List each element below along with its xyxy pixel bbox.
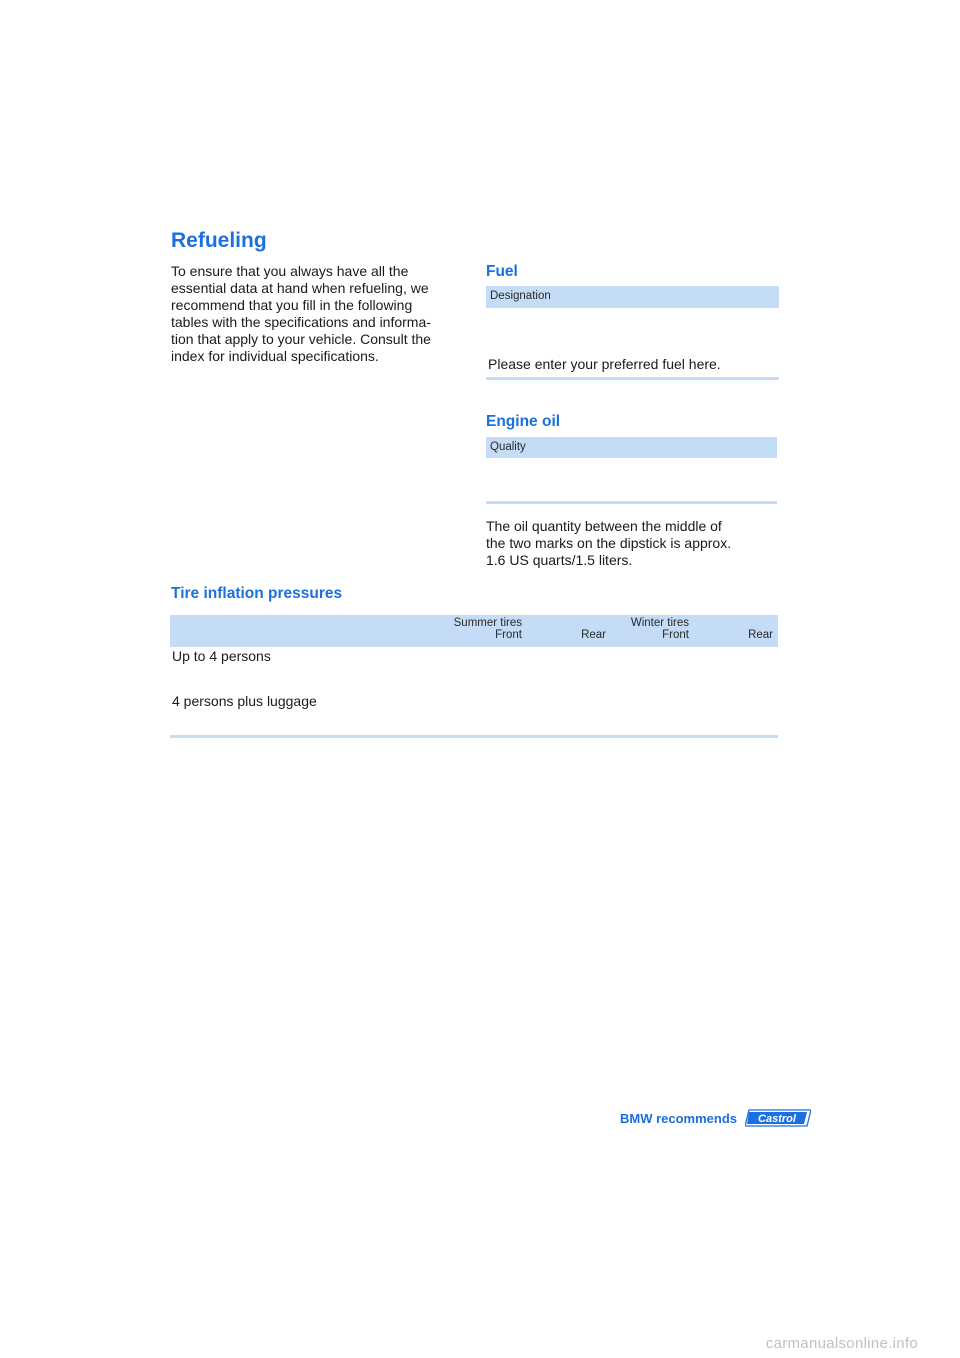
oil-quality-label: Quality xyxy=(490,441,526,453)
winter-front-label: Front xyxy=(662,629,689,641)
winter-rear-label: Rear xyxy=(748,629,773,641)
winter-tires-label: Winter tires xyxy=(630,617,689,629)
bmw-recommends-text: BMW recommends xyxy=(620,1110,738,1126)
tire-table-header xyxy=(170,615,778,647)
fuel-prompt: Please enter your preferred fuel here. xyxy=(488,356,721,372)
tire-rule xyxy=(170,735,778,738)
tire-row-label: 4 persons plus luggage xyxy=(172,693,317,709)
oil-quantity-note: The oil quantity between the middle of the two marks on the dipstick is approx. 1.6 US quarts/1.5 liters. xyxy=(486,518,732,568)
oil-rule xyxy=(486,501,777,504)
fuel-rule xyxy=(486,377,779,380)
castrol-logo-icon xyxy=(745,1109,811,1127)
fuel-designation-label: Designation xyxy=(490,290,551,302)
intro-paragraph: To ensure that you always have all the essential data at hand when refueling, we recommend that you fill in the following tables with the specifications and informa- tion that apply to your vehicle. Consult the index for individual specifications. xyxy=(171,263,431,364)
summer-rear-label: Rear xyxy=(581,629,606,641)
summer-front-label: Front xyxy=(495,629,522,641)
site-watermark: carmanualsonline.info xyxy=(765,1335,918,1352)
bmw-recommends-castrol xyxy=(620,1109,811,1127)
oil-quality-bar xyxy=(486,437,777,458)
castrol-logo-text: Castrol xyxy=(758,1113,796,1125)
page-title: Refueling xyxy=(171,229,267,252)
tire-row-label: Up to 4 persons xyxy=(172,648,271,664)
fuel-heading: Fuel xyxy=(486,263,518,280)
tire-heading: Tire inflation pressures xyxy=(171,585,343,602)
fuel-designation-bar xyxy=(486,286,779,308)
summer-tires-label: Summer tires xyxy=(453,617,522,629)
engine-oil-heading: Engine oil xyxy=(486,413,561,430)
